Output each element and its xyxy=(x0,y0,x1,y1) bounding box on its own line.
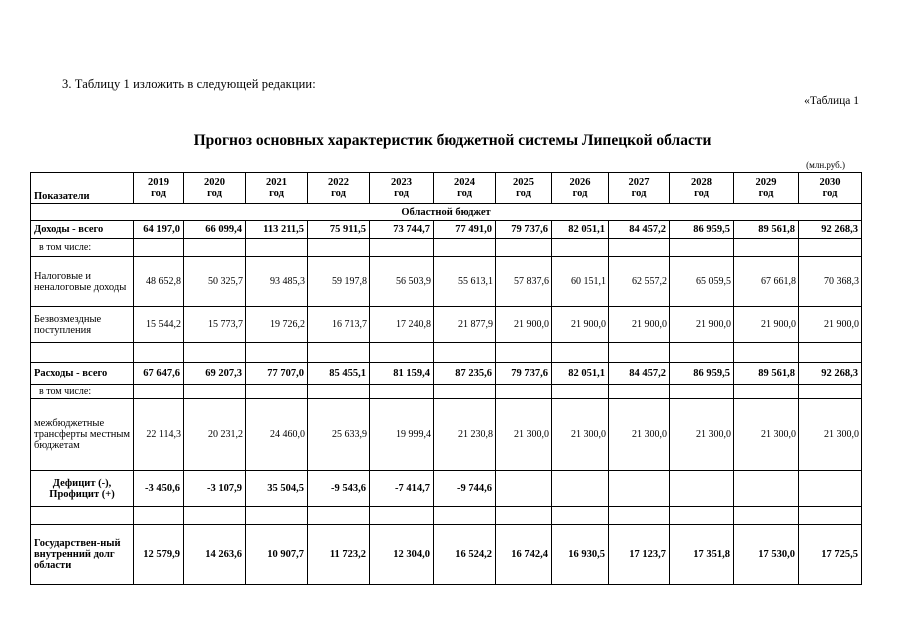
empty-cell xyxy=(370,343,434,363)
value-cell: 79 737,6 xyxy=(496,221,552,239)
year-header xyxy=(184,173,246,204)
value-cell: 70 368,3 xyxy=(799,257,862,307)
intro-text: 3. Таблицу 1 изложить в следующей редакции: xyxy=(62,77,316,91)
value-cell: 93 485,3 xyxy=(246,257,308,307)
empty-cell xyxy=(609,507,670,525)
year-unit: год xyxy=(457,188,472,199)
empty-cell xyxy=(496,385,552,399)
year-unit: год xyxy=(822,188,838,199)
value-cell: 79 737,6 xyxy=(496,363,552,385)
value-cell: 85 455,1 xyxy=(308,363,370,385)
year-label: 2029 xyxy=(755,177,777,188)
year-header xyxy=(609,173,670,204)
value-cell: 17 725,5 xyxy=(799,525,862,585)
value-cell: 86 959,5 xyxy=(670,221,734,239)
value-cell: 21 300,0 xyxy=(670,399,734,471)
value-cell: 25 633,9 xyxy=(308,399,370,471)
empty-cell xyxy=(31,507,134,525)
empty-cell xyxy=(184,507,246,525)
value-cell: 67 647,6 xyxy=(134,363,184,385)
empty-cell xyxy=(670,343,734,363)
value-cell: 14 263,6 xyxy=(184,525,246,585)
year-unit: год xyxy=(207,188,222,199)
row-expenses_including xyxy=(31,385,862,399)
empty-cell xyxy=(184,239,246,257)
value-cell xyxy=(496,471,552,507)
year-unit: год xyxy=(572,188,588,199)
empty-cell xyxy=(184,385,246,399)
year-unit: год xyxy=(331,188,346,199)
value-cell: 82 051,1 xyxy=(552,221,609,239)
empty-cell xyxy=(370,239,434,257)
year-header xyxy=(134,173,184,204)
empty-cell xyxy=(370,385,434,399)
spacer-row xyxy=(31,507,862,525)
value-cell: 86 959,5 xyxy=(670,363,734,385)
year-label: 2019 xyxy=(148,177,169,188)
value-cell: 87 235,6 xyxy=(434,363,496,385)
value-cell: 21 300,0 xyxy=(734,399,799,471)
row-expenses_total xyxy=(31,363,862,385)
year-unit: год xyxy=(694,188,709,199)
empty-cell xyxy=(734,507,799,525)
row-debt xyxy=(31,525,862,585)
empty-cell xyxy=(134,507,184,525)
year-header xyxy=(734,173,799,204)
value-cell: 15 544,2 xyxy=(134,307,184,343)
empty-cell xyxy=(496,507,552,525)
value-cell: 89 561,8 xyxy=(734,221,799,239)
row-label: Дефицит (-), Профицит (+) xyxy=(31,471,134,507)
empty-cell xyxy=(552,385,609,399)
year-header xyxy=(670,173,734,204)
year-label: 2025 xyxy=(513,177,534,188)
empty-cell xyxy=(134,343,184,363)
year-header xyxy=(552,173,609,204)
row-free_receipts xyxy=(31,307,862,343)
value-cell: 10 907,7 xyxy=(246,525,308,585)
value-cell xyxy=(552,471,609,507)
year-label: 2023 xyxy=(391,177,412,188)
empty-cell xyxy=(552,343,609,363)
value-cell xyxy=(799,471,862,507)
year-unit: год xyxy=(394,188,409,199)
value-cell: 21 900,0 xyxy=(734,307,799,343)
section-title: Областной бюджет xyxy=(31,204,862,221)
row-transfers xyxy=(31,399,862,471)
empty-cell xyxy=(734,385,799,399)
empty-cell xyxy=(734,343,799,363)
value-cell: 67 661,8 xyxy=(734,257,799,307)
value-cell: 20 231,2 xyxy=(184,399,246,471)
value-cell: 16 742,4 xyxy=(496,525,552,585)
empty-cell xyxy=(246,239,308,257)
empty-cell xyxy=(31,343,134,363)
row-label: Безвозмездные поступления xyxy=(31,307,134,343)
value-cell: 19 726,2 xyxy=(246,307,308,343)
value-cell xyxy=(670,471,734,507)
value-cell: 15 773,7 xyxy=(184,307,246,343)
header-row xyxy=(31,173,862,204)
value-cell: 17 240,8 xyxy=(370,307,434,343)
year-header xyxy=(308,173,370,204)
empty-cell xyxy=(670,507,734,525)
value-cell: 35 504,5 xyxy=(246,471,308,507)
value-cell: 66 099,4 xyxy=(184,221,246,239)
row-label: Расходы - всего xyxy=(31,363,134,385)
empty-cell xyxy=(434,385,496,399)
value-cell: 17 530,0 xyxy=(734,525,799,585)
empty-cell xyxy=(496,239,552,257)
section-row xyxy=(31,204,862,221)
value-cell: 17 351,8 xyxy=(670,525,734,585)
row-label: в том числе: xyxy=(31,239,134,257)
empty-cell xyxy=(246,507,308,525)
value-cell: 12 579,9 xyxy=(134,525,184,585)
value-cell: 62 557,2 xyxy=(609,257,670,307)
empty-cell xyxy=(308,239,370,257)
year-header xyxy=(799,173,862,204)
year-unit: год xyxy=(631,188,647,199)
row-tax_income xyxy=(31,257,862,307)
year-unit: год xyxy=(151,188,166,199)
empty-cell xyxy=(308,507,370,525)
empty-cell xyxy=(609,343,670,363)
value-cell: 12 304,0 xyxy=(370,525,434,585)
table-number-label: «Таблица 1 xyxy=(804,95,859,107)
empty-cell xyxy=(246,385,308,399)
row-label: Налоговые и неналоговые доходы xyxy=(31,257,134,307)
empty-cell xyxy=(799,507,862,525)
empty-cell xyxy=(799,343,862,363)
indicator-header: Показатели xyxy=(31,173,134,204)
empty-cell xyxy=(609,239,670,257)
value-cell: 113 211,5 xyxy=(246,221,308,239)
year-unit: год xyxy=(516,188,531,199)
year-header xyxy=(246,173,308,204)
budget-forecast-table xyxy=(30,172,862,585)
value-cell: 21 300,0 xyxy=(609,399,670,471)
value-cell: 21 900,0 xyxy=(496,307,552,343)
row-deficit xyxy=(31,471,862,507)
value-cell: 21 300,0 xyxy=(496,399,552,471)
year-header xyxy=(370,173,434,204)
value-cell: 56 503,9 xyxy=(370,257,434,307)
value-cell: 19 999,4 xyxy=(370,399,434,471)
empty-cell xyxy=(184,343,246,363)
value-cell: 48 652,8 xyxy=(134,257,184,307)
empty-cell xyxy=(434,239,496,257)
empty-cell xyxy=(434,343,496,363)
value-cell: 82 051,1 xyxy=(552,363,609,385)
value-cell: 16 930,5 xyxy=(552,525,609,585)
value-cell: 50 325,7 xyxy=(184,257,246,307)
year-label: 2027 xyxy=(628,177,650,188)
value-cell: 77 707,0 xyxy=(246,363,308,385)
value-cell: 57 837,6 xyxy=(496,257,552,307)
value-cell: 92 268,3 xyxy=(799,363,862,385)
row-label: Государствен-ный внутренний долг области xyxy=(31,525,134,585)
value-cell: 65 059,5 xyxy=(670,257,734,307)
value-cell: 21 230,8 xyxy=(434,399,496,471)
row-label: межбюджетные трансферты местным бюджетам xyxy=(31,399,134,471)
value-cell: 21 300,0 xyxy=(552,399,609,471)
row-label: Доходы - всего xyxy=(31,221,134,239)
value-cell: 21 900,0 xyxy=(552,307,609,343)
empty-cell xyxy=(734,239,799,257)
empty-cell xyxy=(370,507,434,525)
empty-cell xyxy=(670,239,734,257)
year-label: 2030 xyxy=(819,177,841,188)
year-label: 2020 xyxy=(204,177,225,188)
year-label: 2026 xyxy=(569,177,591,188)
units-label: (млн.руб.) xyxy=(806,160,845,170)
empty-cell xyxy=(552,239,609,257)
value-cell: 11 723,2 xyxy=(308,525,370,585)
value-cell: 89 561,8 xyxy=(734,363,799,385)
value-cell: 77 491,0 xyxy=(434,221,496,239)
value-cell: 24 460,0 xyxy=(246,399,308,471)
year-unit: год xyxy=(758,188,774,199)
empty-cell xyxy=(799,239,862,257)
value-cell: 21 900,0 xyxy=(670,307,734,343)
value-cell: -7 414,7 xyxy=(370,471,434,507)
row-income_including xyxy=(31,239,862,257)
value-cell xyxy=(609,471,670,507)
value-cell: 16 713,7 xyxy=(308,307,370,343)
value-cell: 16 524,2 xyxy=(434,525,496,585)
empty-cell xyxy=(434,507,496,525)
year-label: 2021 xyxy=(266,177,287,188)
value-cell: -3 107,9 xyxy=(184,471,246,507)
empty-cell xyxy=(134,239,184,257)
value-cell: -9 543,6 xyxy=(308,471,370,507)
value-cell: 75 911,5 xyxy=(308,221,370,239)
value-cell: 73 744,7 xyxy=(370,221,434,239)
value-cell: 22 114,3 xyxy=(134,399,184,471)
empty-cell xyxy=(308,343,370,363)
value-cell: 17 123,7 xyxy=(609,525,670,585)
year-label: 2022 xyxy=(328,177,349,188)
document-title: Прогноз основных характеристик бюджетной системы Липецкой области xyxy=(193,132,712,149)
empty-cell xyxy=(308,385,370,399)
value-cell: 21 300,0 xyxy=(799,399,862,471)
year-label: 2024 xyxy=(454,177,475,188)
empty-cell xyxy=(496,343,552,363)
value-cell: 84 457,2 xyxy=(609,363,670,385)
value-cell: 60 151,1 xyxy=(552,257,609,307)
value-cell: 21 900,0 xyxy=(609,307,670,343)
value-cell: 69 207,3 xyxy=(184,363,246,385)
value-cell: 92 268,3 xyxy=(799,221,862,239)
value-cell: 84 457,2 xyxy=(609,221,670,239)
value-cell: 21 877,9 xyxy=(434,307,496,343)
year-header xyxy=(496,173,552,204)
empty-cell xyxy=(246,343,308,363)
year-unit: год xyxy=(269,188,284,199)
row-label: в том числе: xyxy=(31,385,134,399)
value-cell: -3 450,6 xyxy=(134,471,184,507)
value-cell: 59 197,8 xyxy=(308,257,370,307)
row-income_total xyxy=(31,221,862,239)
value-cell: 81 159,4 xyxy=(370,363,434,385)
value-cell: 21 900,0 xyxy=(799,307,862,343)
year-label: 2028 xyxy=(691,177,712,188)
value-cell: 64 197,0 xyxy=(134,221,184,239)
empty-cell xyxy=(609,385,670,399)
value-cell: -9 744,6 xyxy=(434,471,496,507)
empty-cell xyxy=(552,507,609,525)
empty-cell xyxy=(670,385,734,399)
empty-cell xyxy=(799,385,862,399)
value-cell: 55 613,1 xyxy=(434,257,496,307)
value-cell xyxy=(734,471,799,507)
spacer-row xyxy=(31,343,862,363)
year-header xyxy=(434,173,496,204)
empty-cell xyxy=(134,385,184,399)
